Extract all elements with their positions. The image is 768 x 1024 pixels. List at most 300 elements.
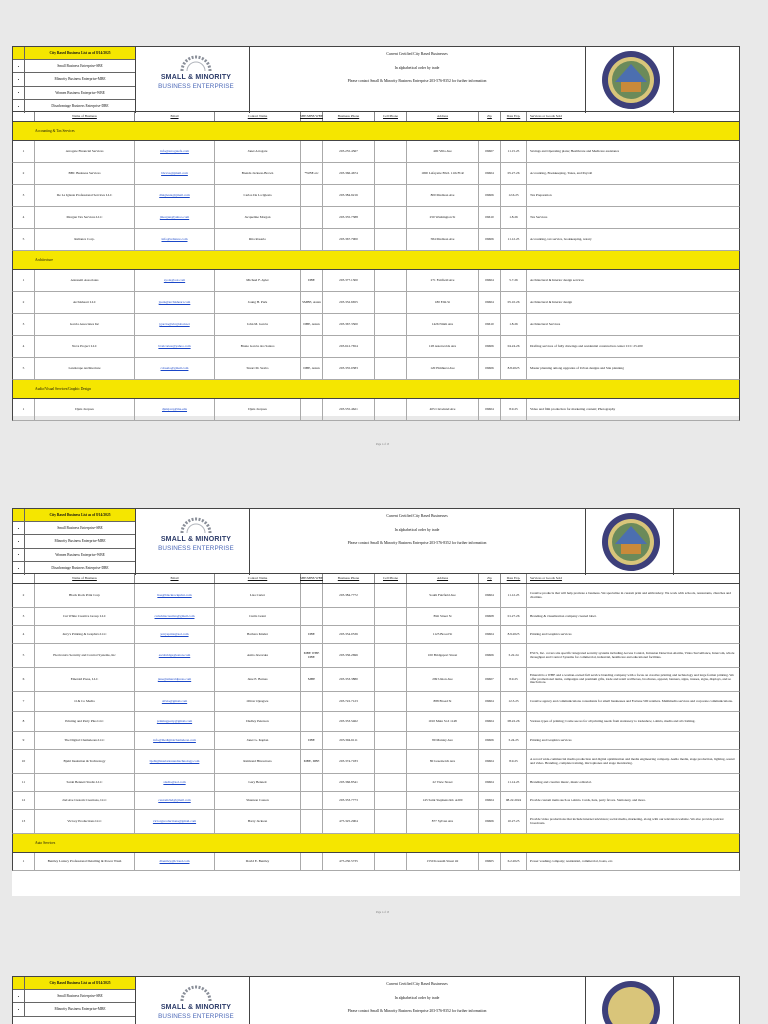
table-cell: 22 View Street	[407, 774, 479, 791]
table-cell	[301, 399, 323, 420]
email-link[interactable]: lisa@blackrockprint.com	[157, 592, 192, 597]
table-cell: Architectural & Interior design services	[530, 277, 584, 282]
table-cell: David E. Bentley	[215, 853, 301, 870]
table-cell: 1.8.26	[501, 207, 527, 228]
table-cell	[375, 750, 407, 773]
table-row	[12, 314, 740, 336]
gear-icon	[178, 53, 214, 71]
category-header: Audio/Visual Services/Graphic Design	[12, 380, 740, 399]
table-cell	[301, 229, 323, 250]
table-cell: 3	[13, 314, 35, 335]
table-cell: Tax Preparation	[530, 192, 552, 197]
table-cell: Shannon Casson	[215, 792, 301, 809]
table-cell: DBE	[301, 732, 323, 749]
table-cell	[375, 792, 407, 809]
table-cell: 13	[13, 810, 35, 833]
table-cell: 203.555.4621	[323, 399, 375, 420]
table-cell: 2	[13, 292, 35, 313]
table-cell: MBE	[301, 668, 323, 691]
table-cell: 06606	[479, 644, 501, 667]
table-cell: 3	[13, 185, 35, 206]
table-cell: 12	[13, 792, 35, 809]
email-link[interactable]: bbcsvs@gmail.com	[161, 170, 188, 175]
table-cell	[135, 358, 215, 379]
table-row	[12, 792, 740, 810]
table-cell: 100 Bridgeport Street	[407, 644, 479, 667]
table-cell	[375, 399, 407, 420]
header-contact: Please contact Small & Minority Business Enterprise 203-576-8352 for further information	[347, 79, 487, 83]
table-cell: Tax Services	[530, 214, 548, 219]
table-cell: 11.14.25	[501, 774, 527, 791]
table-row	[12, 712, 740, 732]
header-title: Current Certified City Based Businesses	[386, 52, 448, 56]
table-cell: 1.8.26	[501, 314, 527, 335]
table-cell: 06604	[479, 399, 501, 420]
table-cell: 05.10.26	[501, 292, 527, 313]
table-cell: 203.334.0536	[323, 626, 375, 643]
email-link[interactable]: jmorgan@yahoo.com	[159, 214, 190, 219]
category-header: Auto Services	[12, 834, 740, 853]
table-cell: Creative products that will help promote a business. We specialize in custom print and embroidery. We work with schools, restaurants, churches and charities.	[530, 590, 731, 599]
table-cell: Bruno Garcia dos Santos	[215, 336, 301, 357]
table-cell: Savings and Operating plans; Healthcare and Medicare assistance	[530, 148, 620, 153]
table-cell: 11.12.25	[501, 229, 527, 250]
table-cell: 203.335.7388	[323, 207, 375, 228]
table-cell: 7	[13, 692, 35, 711]
table-cell: Jacqueline Morgan	[215, 207, 301, 228]
email-link[interactable]: info@reliance.com	[161, 236, 188, 241]
email-link[interactable]: info@arrogatefs.com	[160, 148, 189, 153]
table-cell: 203.367.3500	[323, 314, 375, 335]
table-cell	[135, 270, 215, 291]
page-1	[12, 46, 740, 416]
table-cell	[375, 336, 407, 357]
table-cell	[135, 853, 215, 870]
header-subtitle: In alphabetical order by trade	[394, 66, 440, 70]
table-cell: 203.384.7772	[323, 584, 375, 607]
table-cell: A record wide-commercial media production and digital optimization and media engineering company. Audio media, stage production, lighting, sound and video. Branding, complete training, microphones and stage monitoring.	[530, 756, 735, 765]
table-row	[12, 584, 740, 608]
column-header: Date Exp.	[501, 112, 527, 121]
table-cell	[375, 608, 407, 625]
table-cell: Oliver Ojeagwu	[215, 692, 301, 711]
table-cell: Architectural & Interior design	[530, 299, 573, 304]
table-cell: 203.333.3880	[323, 668, 375, 691]
table-cell	[375, 853, 407, 870]
table-cell: Archisheart LLC	[35, 292, 135, 313]
table-cell	[375, 732, 407, 749]
table-cell: Garcia Associates Inc	[35, 314, 135, 335]
city-seal-icon	[601, 980, 661, 1024]
table-cell: Raimond Hinostroza	[215, 750, 301, 773]
table-cell: 1000 Lafayette Blvd. 11th FLR	[407, 163, 479, 184]
column-header: Name of Business	[35, 574, 135, 583]
email-link[interactable]: djetsjacq@me.edu	[161, 406, 188, 411]
table-cell: Joung H. Park	[215, 292, 301, 313]
table-cell: 888 Broad St	[407, 692, 479, 711]
table-cell: Printing and Party Plus LLC	[35, 712, 135, 731]
table-cell: 06604	[479, 750, 501, 773]
table-row	[12, 336, 740, 358]
table-cell: John M. Garcia	[215, 314, 301, 335]
table-cell: Emerald is a WBE and a woman-owned full service branding company with a focus on creative printing and technology and large format printing. We offer promotional items, campaigns and premium gifts, trade and retail wallboxes, brochures, apparel, banners, signs, trusses, signs, displays, and so much more.	[530, 672, 734, 685]
table-cell: Dudley Peterson	[215, 712, 301, 731]
email-link[interactable]: jerrysprint@aol.com	[160, 631, 189, 636]
table-cell	[301, 712, 323, 731]
column-header: Email	[135, 574, 215, 583]
table-cell: 2nd Ave Custom Creations, LLC	[35, 792, 135, 809]
email-link[interactable]: bjehl@insulationandtechnology.com	[149, 758, 200, 763]
page-2	[12, 508, 740, 896]
legend-box: City Based Business List as of 8/14/2025 • Small Business Enterprise-SBE • Minority Business Enterprise-MBE	[13, 977, 135, 1024]
category-header: Architecture	[12, 251, 740, 270]
table-cell: 8.9.25	[501, 399, 527, 420]
legend-title: City Based Business List as of 8/14/2025	[49, 51, 111, 56]
table-cell: Antonetti Associates	[35, 270, 135, 291]
table-cell: 06605	[479, 853, 501, 870]
table-cell	[301, 853, 323, 870]
email-link[interactable]: olivia@gmail.com	[161, 698, 188, 703]
table-row	[12, 692, 740, 712]
city-seal-icon	[601, 512, 661, 572]
table-cell: Master planning among upgrades of Urban designs and Site planning	[530, 365, 624, 370]
table-cell: Rita Rosario	[215, 229, 301, 250]
table-cell: 203.255.4567	[323, 141, 375, 162]
table-cell	[135, 292, 215, 313]
table-row	[12, 732, 740, 750]
column-header: Contact Name	[215, 574, 301, 583]
table-cell: 203.333.5462	[323, 712, 375, 731]
table-cell: O & Co Media	[35, 692, 135, 711]
email-link[interactable]: escsbridge@eaton.com	[158, 652, 191, 657]
table-cell: 06606	[479, 810, 501, 833]
table-cell: Arrogate Financial Services	[35, 141, 135, 162]
table-cell: 06604	[479, 163, 501, 184]
table-cell: 8	[13, 712, 35, 731]
table-row	[12, 358, 740, 380]
table-cell: 1	[13, 141, 35, 162]
column-header	[13, 574, 35, 583]
table-cell: Accounting, Bookkeeping, Taxes, and Payroll	[530, 170, 593, 175]
table-cell	[375, 207, 407, 228]
table-cell: Bjehl Insulation & Technology	[35, 750, 135, 773]
table-cell: Janet G. Kaplan	[215, 732, 301, 749]
table-cell	[301, 185, 323, 206]
table-row	[12, 644, 740, 668]
table-cell: 271 Fairfield Ave	[407, 270, 479, 291]
table-cell: 11	[13, 774, 35, 791]
gear-icon	[178, 515, 214, 533]
table-cell: Brenda Jackson-Brown	[215, 163, 301, 184]
table-cell	[135, 732, 215, 749]
column-header: Date Exp.	[501, 574, 527, 583]
table-row	[12, 626, 740, 644]
page-footer: Page 1 of 13	[376, 911, 390, 914]
table-cell: Morgan Tax Services LLC	[35, 207, 135, 228]
table-cell: 203.366.4674	[323, 163, 375, 184]
column-header: SBE/MBE/WBE	[301, 112, 323, 121]
category-header: Accounting & Tax Services	[12, 122, 740, 141]
table-row	[12, 270, 740, 292]
table-cell	[135, 399, 215, 420]
table-cell	[135, 608, 215, 625]
email-link[interactable]: dbentley@icloud.com	[159, 858, 190, 863]
table-cell: 06608	[479, 608, 501, 625]
table-cell: 3.24.25	[501, 732, 527, 749]
gear-icon	[178, 983, 214, 1001]
table-cell: MBE WBE DBE	[301, 644, 323, 667]
column-header-row	[12, 574, 740, 584]
column-header: Contact Name	[215, 112, 301, 121]
table-cell: BBC Business Services	[35, 163, 135, 184]
table-cell: 128 Asterwolds Ave	[407, 336, 479, 357]
table-cell: MBE, DBE	[301, 750, 323, 773]
table-cell	[135, 712, 215, 731]
table-cell: Sarah Bennett Studio LLC	[35, 774, 135, 791]
table-cell: 203.377.1300	[323, 270, 375, 291]
table-cell: 203.394.6111	[323, 732, 375, 749]
table-cell	[375, 626, 407, 643]
table-cell: 9	[13, 732, 35, 749]
email-link[interactable]: cutwhitecreative@gmail.com	[154, 613, 195, 618]
table-cell: 299 Union Ave	[407, 668, 479, 691]
table-cell: Djets Jacques	[35, 399, 135, 420]
table-cell	[375, 141, 407, 162]
table-row	[12, 399, 740, 421]
table-cell	[323, 608, 375, 625]
column-header: Cell Phone	[375, 574, 407, 583]
table-cell: 203.367.7900	[323, 229, 375, 250]
table-cell: 06604	[479, 626, 501, 643]
table-cell: 203.374.7183	[323, 750, 375, 773]
table-cell: 6.2.2025	[501, 853, 527, 870]
table-cell: 12.3.25	[501, 692, 527, 711]
table-cell: Creative agency and communications consultants for small businesses and Fortune 500 retailers. Multimedia services and corporate communications.	[530, 698, 733, 703]
table-cell: 475.325.2904	[323, 810, 375, 833]
table-cell: 584 Madison Ave	[407, 229, 479, 250]
email-link[interactable]: jane@emeraldpress.com	[157, 676, 192, 681]
column-header: Name of Business	[35, 112, 135, 121]
table-cell: Victory Productions LLC	[35, 810, 135, 833]
table-cell: Barbara Kinder	[215, 626, 301, 643]
table-cell: Various types of printing; Come see us for all printing needs from stationery to tradeshow, t-shirts, media and all clothing.	[530, 718, 696, 723]
table-cell: Jane E. Barnes	[215, 668, 301, 691]
table-cell: 5.7.26	[501, 270, 527, 291]
table-cell	[135, 207, 215, 228]
email-link[interactable]: jpark@archisheart.com	[158, 299, 191, 304]
table-cell: 203.335.0383	[323, 358, 375, 379]
email-link[interactable]: studio@aol.com	[163, 779, 186, 784]
table-cell: 06604	[479, 712, 501, 731]
table-cell: DBE, Asian	[301, 358, 323, 379]
table-cell: 3.22.24	[501, 644, 527, 667]
column-header: Address	[407, 112, 479, 121]
table-cell: 06604	[479, 792, 501, 809]
table-cell: 06607	[479, 141, 501, 162]
table-cell: 203.366.8541	[323, 774, 375, 791]
email-link[interactable]: cdosalo@gmail.com	[160, 365, 189, 370]
table-cell: 250 Washington St	[407, 207, 479, 228]
table-cell	[135, 668, 215, 691]
table-cell: 800 Madison Ave	[407, 185, 479, 206]
table-cell: 1426 Ninth Ave	[407, 314, 479, 335]
table-cell: Lisa Carter	[215, 584, 301, 607]
table-cell: 80 Greenwich Ave	[407, 750, 479, 773]
table-cell: Gary Bennett	[215, 774, 301, 791]
table-cell: Curtis Grant	[215, 608, 301, 625]
table-cell	[135, 692, 215, 711]
table-cell: Djets Jacques	[215, 399, 301, 420]
table-cell: 06607	[479, 668, 501, 691]
table-cell: 06604	[479, 584, 501, 607]
sbe-logo: SMALL & MINORITY BUSINESS ENTERPRISE	[148, 515, 244, 567]
email-link[interactable]: victoryproductions@gmail.com	[152, 818, 197, 823]
table-cell: Jerry's Printing & Graphics LLC	[35, 626, 135, 643]
table-cell: 04.24.26	[501, 336, 527, 357]
legend-row: • Small Business Enterprise-SBE	[13, 60, 135, 73]
table-cell	[375, 668, 407, 691]
table-cell: 5	[13, 644, 35, 667]
email-link[interactable]: bvelcortez@yahoo.com	[158, 343, 191, 348]
table-cell: 1	[13, 270, 35, 291]
column-header: Zip	[479, 574, 501, 583]
table-cell: SMBE, Asian	[301, 292, 323, 313]
table-cell	[375, 774, 407, 791]
table-row	[12, 774, 740, 792]
table-cell: Stuart M. Szabo	[215, 358, 301, 379]
table-cell: 01.27.26	[501, 608, 527, 625]
table-cell	[301, 608, 323, 625]
table-cell: Architectural Services	[530, 321, 561, 326]
table-cell: Branding and creative music, music editorial.	[530, 779, 592, 784]
legend-row: • Disadvantage Business Enterprise-DBE	[13, 100, 135, 113]
table-cell: 06606	[479, 336, 501, 357]
table-cell	[135, 229, 215, 250]
table-cell: 06606	[479, 358, 501, 379]
table-row	[12, 163, 740, 185]
table-cell: Black Rock Print Corp	[35, 584, 135, 607]
table-cell	[301, 810, 323, 833]
table-cell	[301, 792, 323, 809]
table-cell: 06604	[479, 270, 501, 291]
email-link[interactable]: custom2nd@gmail.com	[158, 797, 191, 802]
table-cell	[375, 644, 407, 667]
column-header-row	[12, 112, 740, 122]
table-cell: 1	[13, 399, 35, 420]
column-header: Business Phone	[323, 574, 375, 583]
email-link[interactable]: dlaiglesia@gmail.com	[159, 192, 190, 197]
table-cell: 06604	[479, 774, 501, 791]
table-cell: 5	[13, 229, 35, 250]
column-header: Zip	[479, 112, 501, 121]
table-cell	[135, 141, 215, 162]
table-cell: Printing and Graphics services	[530, 631, 572, 636]
table-cell	[375, 810, 407, 833]
email-link[interactable]: printingparty@gmail.com	[156, 718, 193, 723]
table-cell: 3	[13, 608, 35, 625]
table-row	[12, 207, 740, 229]
city-seal-icon	[601, 50, 661, 110]
table-cell: 475.230.5735	[323, 853, 375, 870]
table-cell: 1550 Kossuth Street #2	[407, 853, 479, 870]
table-cell: Barry Jackson	[215, 810, 301, 833]
table-cell: 400 Villa Ave	[407, 141, 479, 162]
table-row	[12, 668, 740, 692]
table-cell: Video and film production for marketing content; Photography	[530, 406, 616, 411]
column-header: Cell Phone	[375, 112, 407, 121]
table-cell: Landscape Architecture	[35, 358, 135, 379]
table-cell: 4	[13, 336, 35, 357]
email-link[interactable]: ayola@aol.com	[163, 277, 186, 282]
table-cell: 4	[13, 207, 35, 228]
table-cell: Emerald Press, LLC	[35, 668, 135, 691]
table-cell: 06610	[479, 314, 501, 335]
table-cell: 10	[13, 750, 35, 773]
table-row	[12, 853, 740, 871]
table-cell: Electronics Security and Control Systems, Inc	[35, 644, 135, 667]
table-cell	[375, 358, 407, 379]
page-header: City Based Business List as of 8/14/2025 • Small Business Enterprise-SBE • Minority Business Enterprise-MBE • Women Business Enterprise-WBE • Disadvantage Business Enterprise-DBE SMALL & MINORITY BUSINESS ENTERPRISE Current Certified City Based Businesses In alphabetical order by trade Please contact Small & Minority Business Enterprise 203-576-8352 for further information	[12, 508, 740, 574]
table-cell	[135, 774, 215, 791]
table-cell: Michael F. Ayler	[215, 270, 301, 291]
table-cell: 8.9.25	[501, 750, 527, 773]
table-cell	[135, 626, 215, 643]
email-link[interactable]: info@thedigitalchameleon.com	[153, 737, 196, 742]
table-cell: Nova Project LLC	[35, 336, 135, 357]
table-cell: 120 Elmhurst Ave	[407, 358, 479, 379]
table-cell	[135, 336, 215, 357]
table-cell: DBE	[301, 626, 323, 643]
table-cell	[375, 270, 407, 291]
table-cell: 10.27.25	[501, 810, 527, 833]
table-cell: Cut White Creative Group LLC	[35, 608, 135, 625]
table-cell: 06606	[479, 185, 501, 206]
table-row	[12, 292, 740, 314]
table-cell	[375, 314, 407, 335]
table-cell	[301, 692, 323, 711]
table-cell: 06604	[479, 292, 501, 313]
sbe-logo: SMALL & MINORITY BUSINESS ENTERPRISE	[148, 983, 244, 1024]
table-cell: 06606	[479, 732, 501, 749]
email-link[interactable]: jgarcia@sbcglobal.net	[159, 321, 190, 326]
table-row	[12, 608, 740, 626]
table-cell: Carlos De La Iglesia	[215, 185, 301, 206]
table-cell: 11.15.25	[501, 141, 527, 162]
legend-title: City Based Business List as of 8/14/2025	[49, 513, 111, 518]
column-header: Services or Goods Sold	[530, 575, 562, 580]
legend-box: City Based Business List as of 8/14/2025 • Small Business Enterprise-SBE • Minority Business Enterprise-MBE • Women Business Enterprise-WBE • Disadvantage Business Enterprise-DBE	[13, 509, 135, 575]
table-row	[12, 810, 740, 834]
table-cell: 203.384.9216	[323, 185, 375, 206]
column-header: Services or Goods Sold	[530, 113, 562, 118]
table-cell	[135, 810, 215, 833]
table-row	[12, 750, 740, 774]
table-cell: 2	[13, 584, 35, 607]
table-cell: 06610	[479, 207, 501, 228]
page-header	[12, 46, 740, 112]
table-cell	[375, 163, 407, 184]
page-footer: Page 1 of 13	[376, 443, 390, 446]
table-cell: 05.27.26	[501, 163, 527, 184]
table-cell: 80 Manley Ave	[407, 732, 479, 749]
table-cell	[135, 644, 215, 667]
column-header: Address	[407, 574, 479, 583]
table-cell	[301, 141, 323, 162]
table-cell	[301, 584, 323, 607]
table-cell: ESCS, Inc. covers site specific integrated security systems including Access Control, Intrusion Detection Alarms, Video Surveillance, Intercom, whole throughput and Control Systems for commercial, industrial, healthcare and educational facilities.	[530, 650, 735, 659]
table-cell: Provide custom items such as t-shirts. Cards, hats, party favors. Stationary, and more.	[530, 797, 646, 802]
table-cell: 203.333.7773	[323, 792, 375, 809]
